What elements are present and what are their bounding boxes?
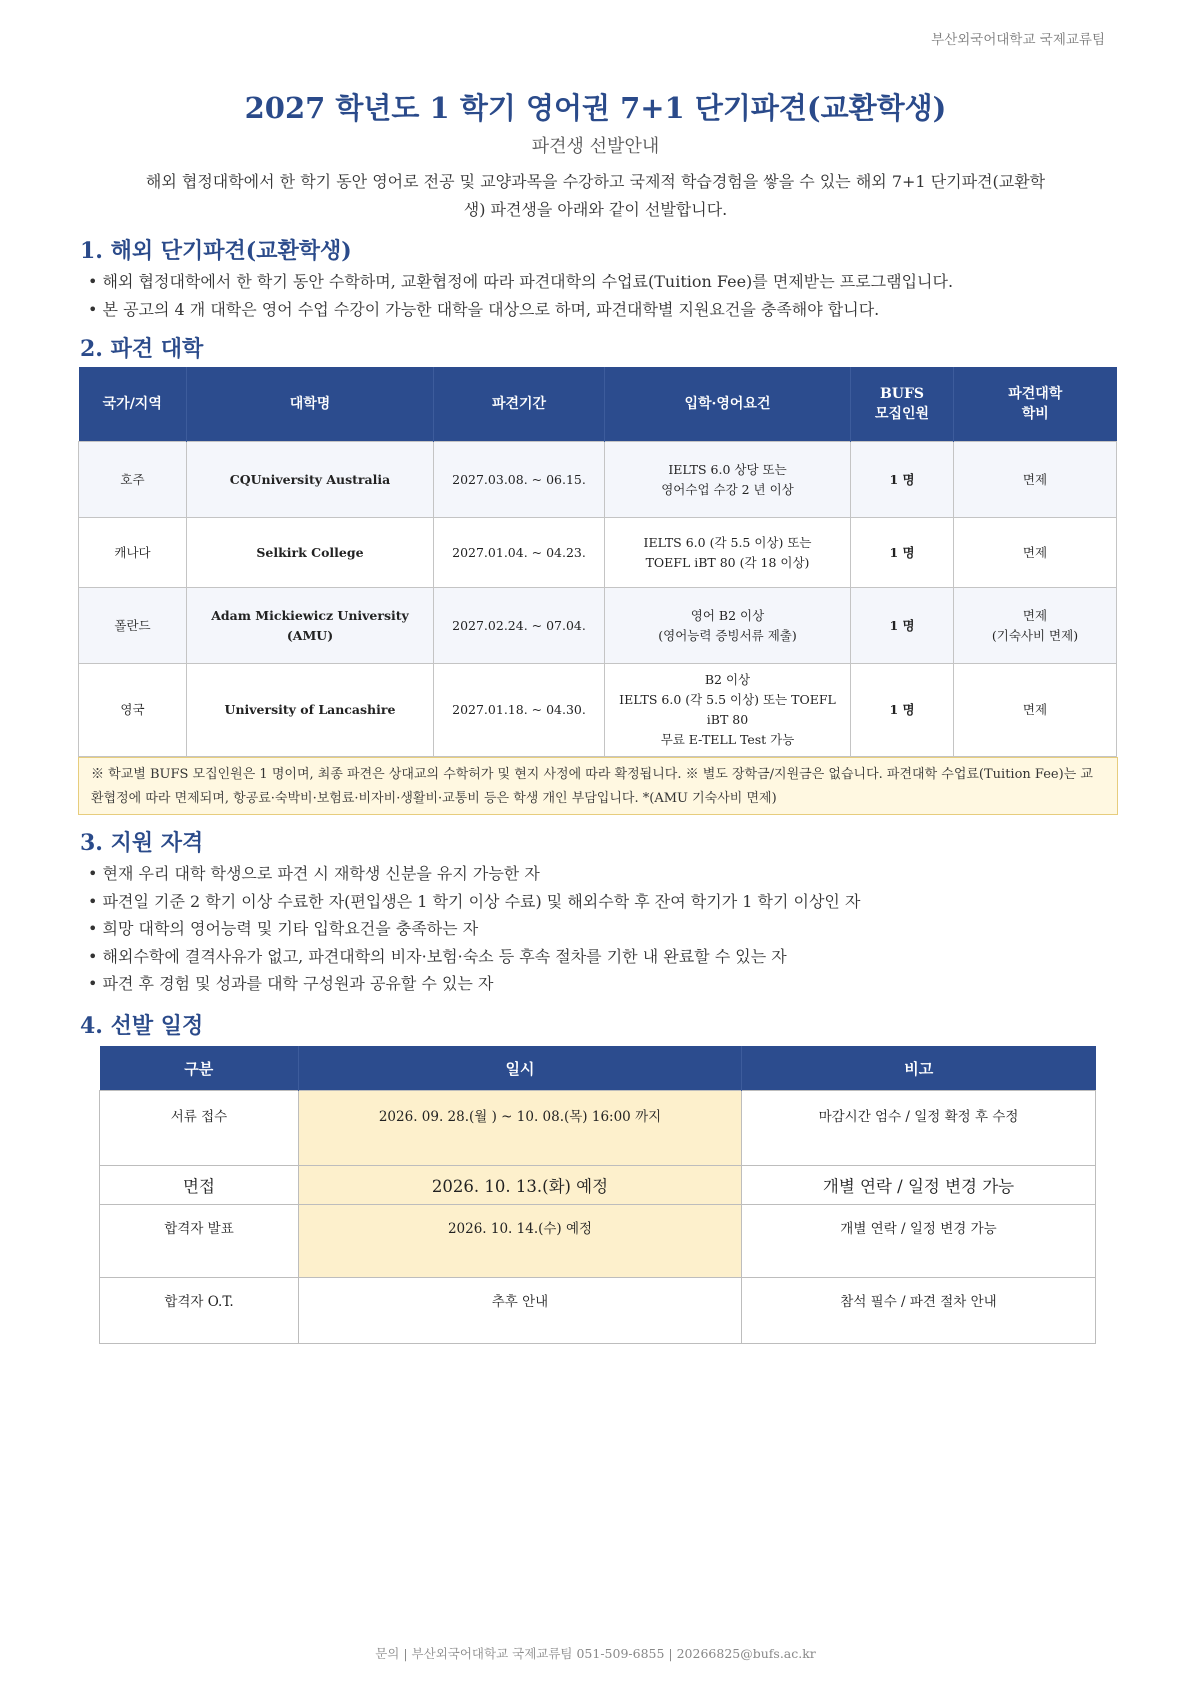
cell-remark: 마감시간 엄수 / 일정 확정 후 수정 — [742, 1091, 1096, 1166]
cell-requirements — [605, 518, 851, 588]
req-line: iBT 80 — [706, 712, 749, 727]
col-header-quota-line2: 모집인원 — [874, 406, 930, 422]
section1-bullet: • 해외 협정대학에서 한 학기 동안 수학하며, 교환협정에 따라 파견대학의 수업료(Tuition Fee)를 면제받는 프로그램입니다. — [80, 268, 1120, 296]
cell-category: 면접 — [100, 1166, 299, 1205]
cell-category: 합격자 O.T. — [100, 1278, 299, 1344]
table-row — [79, 518, 1117, 588]
section1-bullet: • 본 공고의 4 개 대학은 영어 수업 수강이 가능한 대학을 대상으로 하며, 파견대학별 지원요건을 충족해야 합니다. — [80, 296, 1120, 324]
req-line: IELTS 6.0 상당 또는 — [668, 461, 787, 477]
section3-bullet: • 파견일 기준 2 학기 이상 수료한 자(편입생은 1 학기 이상 수료) 및 해외수학 후 잔여 학기가 1 학기 이상인 자 — [80, 888, 1120, 916]
section3-bullet: • 파견 후 경험 및 성과를 대학 구성원과 공유할 수 있는 자 — [80, 970, 1120, 998]
header-team-name: 부산외국어대학교 국제교류팀 — [931, 32, 1105, 48]
table-row — [100, 1205, 1096, 1278]
cell-university: Adam Mickiewicz University (AMU) — [187, 588, 434, 664]
cell-country: 폴란드 — [79, 588, 187, 664]
cell-period: 2027.01.04. ~ 04.23. — [434, 518, 605, 588]
cell-fee — [954, 664, 1117, 757]
fee-line: (기숙사비 면제) — [991, 627, 1079, 643]
cell-country: 캐나다 — [79, 518, 187, 588]
cell-date: 2026. 09. 28.(월 ) ~ 10. 08.(목) 16:00 까지 — [299, 1091, 742, 1166]
col-header-fee-line2: 학비 — [1021, 406, 1049, 422]
table-row — [79, 588, 1117, 664]
col-header-quota-line1: BUFS — [879, 386, 925, 402]
section1-bullets — [80, 268, 1120, 323]
col-header-period: 파견기간 — [434, 367, 605, 442]
table-row — [100, 1166, 1096, 1205]
table-row — [100, 1278, 1096, 1344]
req-line: 영어수업 수강 2 년 이상 — [661, 481, 794, 497]
cell-country: 영국 — [79, 664, 187, 757]
req-line: TOEFL iBT 80 (각 18 이상) — [645, 554, 810, 570]
cell-quota: 1 명 — [851, 518, 954, 588]
fee-line: 면제 — [1022, 544, 1048, 560]
col-header-country: 국가/지역 — [79, 367, 187, 442]
page-subtitle: 파견생 선발안내 — [531, 136, 660, 157]
fee-line: 면제 — [1022, 702, 1048, 717]
col-header-category: 구분 — [100, 1046, 299, 1091]
cell-university: Selkirk College — [187, 518, 434, 588]
req-line: 영어 B2 이상 — [690, 607, 765, 623]
cell-period: 2027.02.24. ~ 07.04. — [434, 588, 605, 664]
cell-requirements — [605, 664, 851, 757]
col-header-quota — [851, 367, 954, 442]
cell-date: 추후 안내 — [299, 1278, 742, 1344]
notice-box: ※ 학교별 BUFS 모집인원은 1 명이며, 최종 파견은 상대교의 수학허가 및 현지 사정에 따라 확정됩니다. ※ 별도 장학금/지원금은 없습니다. 파견대학 수업료(Tuition Fee)는 교환협정에 따라 면제되며, 항공료·숙박비·보험료·비자비·생활비·교통비 등은 학생 개인 부담입니다. *(AMU 기숙사비 면제) — [78, 757, 1118, 815]
cell-requirements — [605, 442, 851, 518]
table-row — [100, 1091, 1096, 1166]
cell-period: 2027.01.18. ~ 04.30. — [434, 664, 605, 757]
col-header-remark: 비고 — [742, 1046, 1096, 1091]
cell-university: CQUniversity Australia — [187, 442, 434, 518]
col-header-university: 대학명 — [187, 367, 434, 442]
col-header-fee-line1: 파견대학 — [1008, 386, 1063, 402]
req-line: IELTS 6.0 (각 5.5 이상) 또는 — [643, 534, 812, 550]
cell-remark: 개별 연락 / 일정 변경 가능 — [742, 1166, 1096, 1205]
cell-fee — [954, 518, 1117, 588]
cell-quota: 1 명 — [851, 442, 954, 518]
table-row — [79, 442, 1117, 518]
fee-line: 면제 — [1022, 607, 1048, 623]
page-title: 2027 학년도 1 학기 영어권 7+1 단기파견(교환학생) — [244, 91, 947, 125]
cell-category: 합격자 발표 — [100, 1205, 299, 1278]
cell-country: 호주 — [79, 442, 187, 518]
req-line: 무료 E-TELL Test 가능 — [660, 732, 795, 747]
cell-fee — [954, 588, 1117, 664]
cell-date: 2026. 10. 14.(수) 예정 — [299, 1205, 742, 1278]
section4-title: 4. 선발 일정 — [80, 1013, 204, 1039]
section3-bullet: • 현재 우리 대학 학생으로 파견 시 재학생 신분을 유지 가능한 자 — [80, 860, 1120, 888]
cell-date: 2026. 10. 13.(화) 예정 — [299, 1166, 742, 1205]
schedule-table-header — [100, 1046, 1096, 1091]
req-line: B2 이상 — [704, 672, 751, 687]
col-header-fee — [954, 367, 1117, 442]
university-table — [78, 367, 1117, 757]
cell-requirements — [605, 588, 851, 664]
cell-university: University of Lancashire — [187, 664, 434, 757]
req-line: (영어능력 증빙서류 제출) — [658, 627, 797, 643]
cell-category: 서류 접수 — [100, 1091, 299, 1166]
cell-remark: 개별 연락 / 일정 변경 가능 — [742, 1205, 1096, 1278]
col-header-requirements: 입학·영어요건 — [605, 367, 851, 442]
cell-quota: 1 명 — [851, 588, 954, 664]
section3-bullet: • 희망 대학의 영어능력 및 기타 입학요건을 충족하는 자 — [80, 915, 1120, 943]
university-table-header — [79, 367, 1117, 442]
col-header-date: 일시 — [299, 1046, 742, 1091]
schedule-table — [99, 1046, 1096, 1344]
cell-fee — [954, 442, 1117, 518]
section2-title: 2. 파견 대학 — [80, 336, 204, 362]
section3-bullet: • 해외수학에 결격사유가 없고, 파견대학의 비자·보험·숙소 등 후속 절차를 기한 내 완료할 수 있는 자 — [80, 943, 1120, 971]
cell-remark: 참석 필수 / 파견 절차 안내 — [742, 1278, 1096, 1344]
footer-contact: 문의 | 부산외국어대학교 국제교류팀 051-509-6855 | 20266825@bufs.ac.kr — [375, 1646, 816, 1661]
section3-bullets — [80, 860, 1120, 998]
fee-line: 면제 — [1022, 471, 1048, 487]
cell-period: 2027.03.08. ~ 06.15. — [434, 442, 605, 518]
table-row — [79, 664, 1117, 757]
section3-title: 3. 지원 자격 — [80, 830, 204, 856]
section1-title: 1. 해외 단기파견(교환학생) — [80, 238, 352, 264]
req-line: IELTS 6.0 (각 5.5 이상) 또는 TOEFL — [619, 692, 836, 707]
intro-paragraph: 해외 협정대학에서 한 학기 동안 영어로 전공 및 교양과목을 수강하고 국제적 학습경험을 쌓을 수 있는 해외 7+1 단기파견(교환학생) 파견생을 아래와 같이 선발합니다. — [145, 172, 1046, 219]
cell-quota: 1 명 — [851, 664, 954, 757]
